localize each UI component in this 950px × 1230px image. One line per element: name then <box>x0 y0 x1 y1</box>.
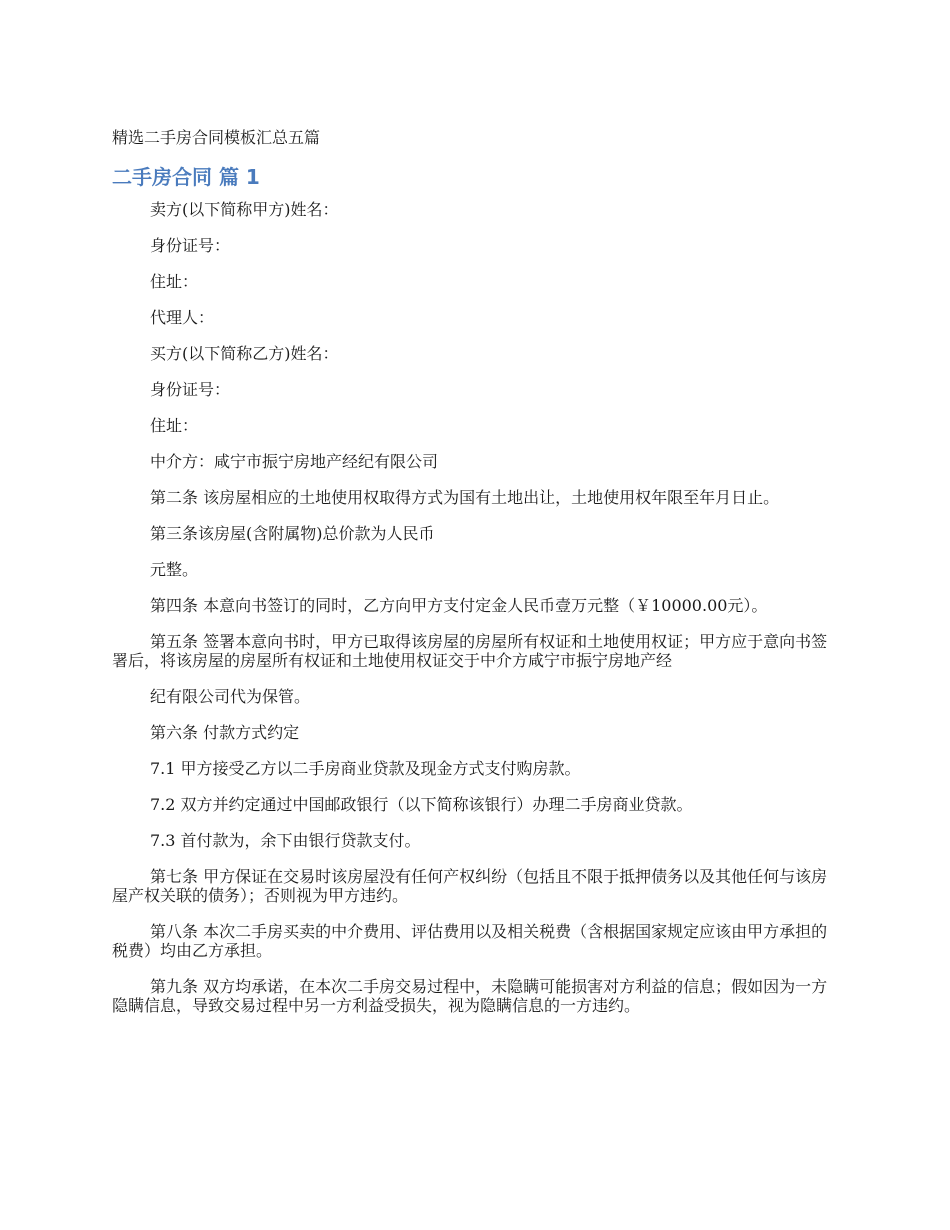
buyer-id-line: 身份证号： <box>150 380 231 399</box>
article-4: 第四条 本意向书签订的同时，乙方向甲方支付定金人民币壹万元整（￥10000.00元）。 <box>150 596 768 615</box>
section-heading: 二手房合同 篇 1 <box>112 165 260 189</box>
article-6: 第六条 付款方式约定 <box>150 723 300 742</box>
document-title: 精选二手房合同模板汇总五篇 <box>112 128 321 147</box>
seller-id-line: 身份证号： <box>150 236 231 255</box>
article-2: 第二条 该房屋相应的土地使用权取得方式为国有土地出让，土地使用权年限至年月日止。 <box>150 488 780 507</box>
article-8: 第八条 本次二手房买卖的中介费用、评估费用以及相关税费（含根据国家规定应该由甲方承担的税费）均由乙方承担。 <box>112 922 828 960</box>
clause-7-1: 7.1 甲方接受乙方以二手房商业贷款及现金方式支付购房款。 <box>150 759 581 778</box>
seller-name-line: 卖方(以下简称甲方)姓名： <box>150 200 339 219</box>
article-3-amount: 元整。 <box>150 560 199 579</box>
intermediary-line: 中介方：咸宁市振宁房地产经纪有限公司 <box>150 452 439 471</box>
buyer-address-line: 住址： <box>150 416 199 435</box>
article-5-cont: 纪有限公司代为保管。 <box>150 687 311 706</box>
buyer-name-line: 买方(以下简称乙方)姓名： <box>150 344 339 363</box>
article-7: 第七条 甲方保证在交易时该房屋没有任何产权纠纷（包括且不限于抵押债务以及其他任何与该房屋产权关联的债务）；否则视为甲方违约。 <box>112 867 828 905</box>
seller-address-line: 住址： <box>150 272 199 291</box>
clause-7-2: 7.2 双方并约定通过中国邮政银行（以下简称该银行）办理二手房商业贷款。 <box>150 795 693 814</box>
article-5: 第五条 签署本意向书时，甲方已取得该房屋的房屋所有权证和土地使用权证；甲方应于意向书签署后，将该房屋的房屋所有权证和土地使用权证交于中介方咸宁市振宁房地产经 <box>112 632 828 670</box>
article-3: 第三条该房屋(含附属物)总价款为人民币 <box>150 524 435 543</box>
article-9: 第九条 双方均承诺，在本次二手房交易过程中，未隐瞒可能损害对方利益的信息；假如因为一方隐瞒信息，导致交易过程中另一方利益受损失，视为隐瞒信息的一方违约。 <box>112 977 828 1015</box>
agent-line: 代理人： <box>150 308 215 327</box>
clause-7-3: 7.3 首付款为，余下由银行贷款支付。 <box>150 831 421 850</box>
